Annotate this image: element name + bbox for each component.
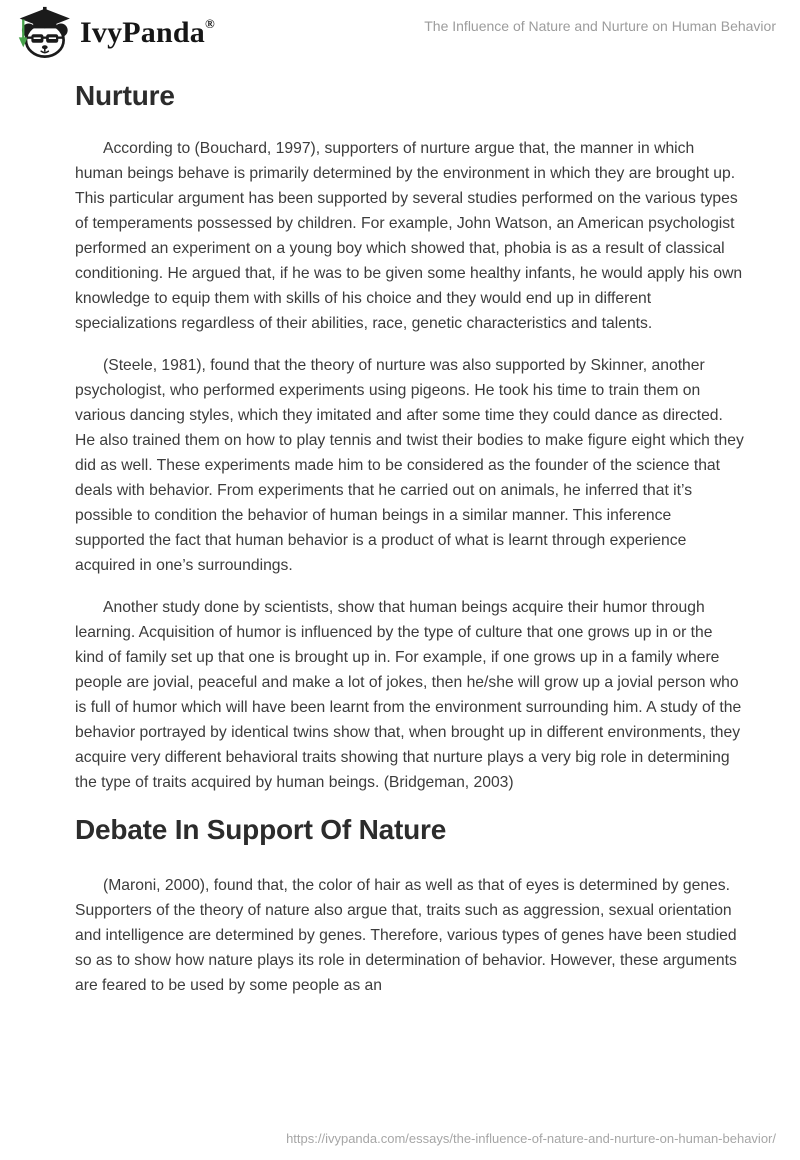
registered-trademark-symbol: ®	[204, 15, 215, 31]
section-heading-nature-debate: Debate In Support Of Nature	[75, 814, 447, 845]
paragraph-nurture-1: According to (Bouchard, 1997), supporters of nurture argue that, the manner in which human beings behave is primarily determined by the environment in which they are brought up. This particular argument has been supported by several studies performed on the various types of temperaments possessed by children. For example, John Watson, an American psychologist performed an experiment on a young boy which showed that, phobia is as a result of classical conditioning. He argued that, if he was to be given some healthy infants, he would apply his own knowledge to equip them with skills of his choice and they would end up in different specializations regardless of their abilities, race, genetic characteristics and talents.	[75, 140, 743, 332]
running-header-title: The Influence of Nature and Nurture on Human Behavior	[424, 18, 776, 34]
section-heading-nurture: Nurture	[75, 80, 175, 111]
logo-wordmark: IvyPanda®	[80, 15, 215, 49]
paragraph-nature-1: (Maroni, 2000), found that, the color of hair as well as that of eyes is determined by genes. Supporters of the theory of nature also argue that, traits such as aggression, sexual orientation and intelligence are determined by genes. Therefore, various types of genes have been studied so as to show how nature plays its role in determination of behavior. However, these arguments are feared to be used by some people as an	[75, 877, 737, 994]
source-url: https://ivypanda.com/essays/the-influence-of-nature-and-nurture-on-human-behavior/	[286, 1131, 776, 1146]
essay-content	[75, 79, 745, 998]
ivypanda-logo[interactable]	[14, 6, 215, 58]
panda-graduate-icon	[14, 6, 72, 58]
paragraph-nurture-2: (Steele, 1981), found that the theory of nurture was also supported by Skinner, another psychologist, who performed experiments using pigeons. He took his time to train them on various dancing styles, which they imitated and after some time they could dance as directed. He also trained them on how to play tennis and twist their bodies to make figure eight which they did as well. These experiments made him to be considered as the founder of the science that deals with behavior. From experiments that he carried out on animals, he inferred that it’s possible to condition the behavior of human beings in a similar manner. This inference supported the fact that human behavior is a product of what is learnt through experience acquired in one’s surroundings.	[75, 357, 744, 574]
page-header	[0, 0, 800, 64]
paragraph-nurture-3: Another study done by scientists, show that human beings acquire their humor through learning. Acquisition of humor is influenced by the type of culture that one grows up in or the kind of family set up that one is brought up in. For example, if one grows up in a family where people are jovial, peaceful and make a lot of jokes, then he/she will grow up a jovial person who is full of humor which will have been learnt from the environment surrounding him. A study of the behavior portrayed by identical twins show that, when brought up in different environments, they acquire very different behavioral traits showing that nurture plays a very big role in determining the type of traits acquired by human beings. (Bridgeman, 2003)	[75, 599, 742, 791]
